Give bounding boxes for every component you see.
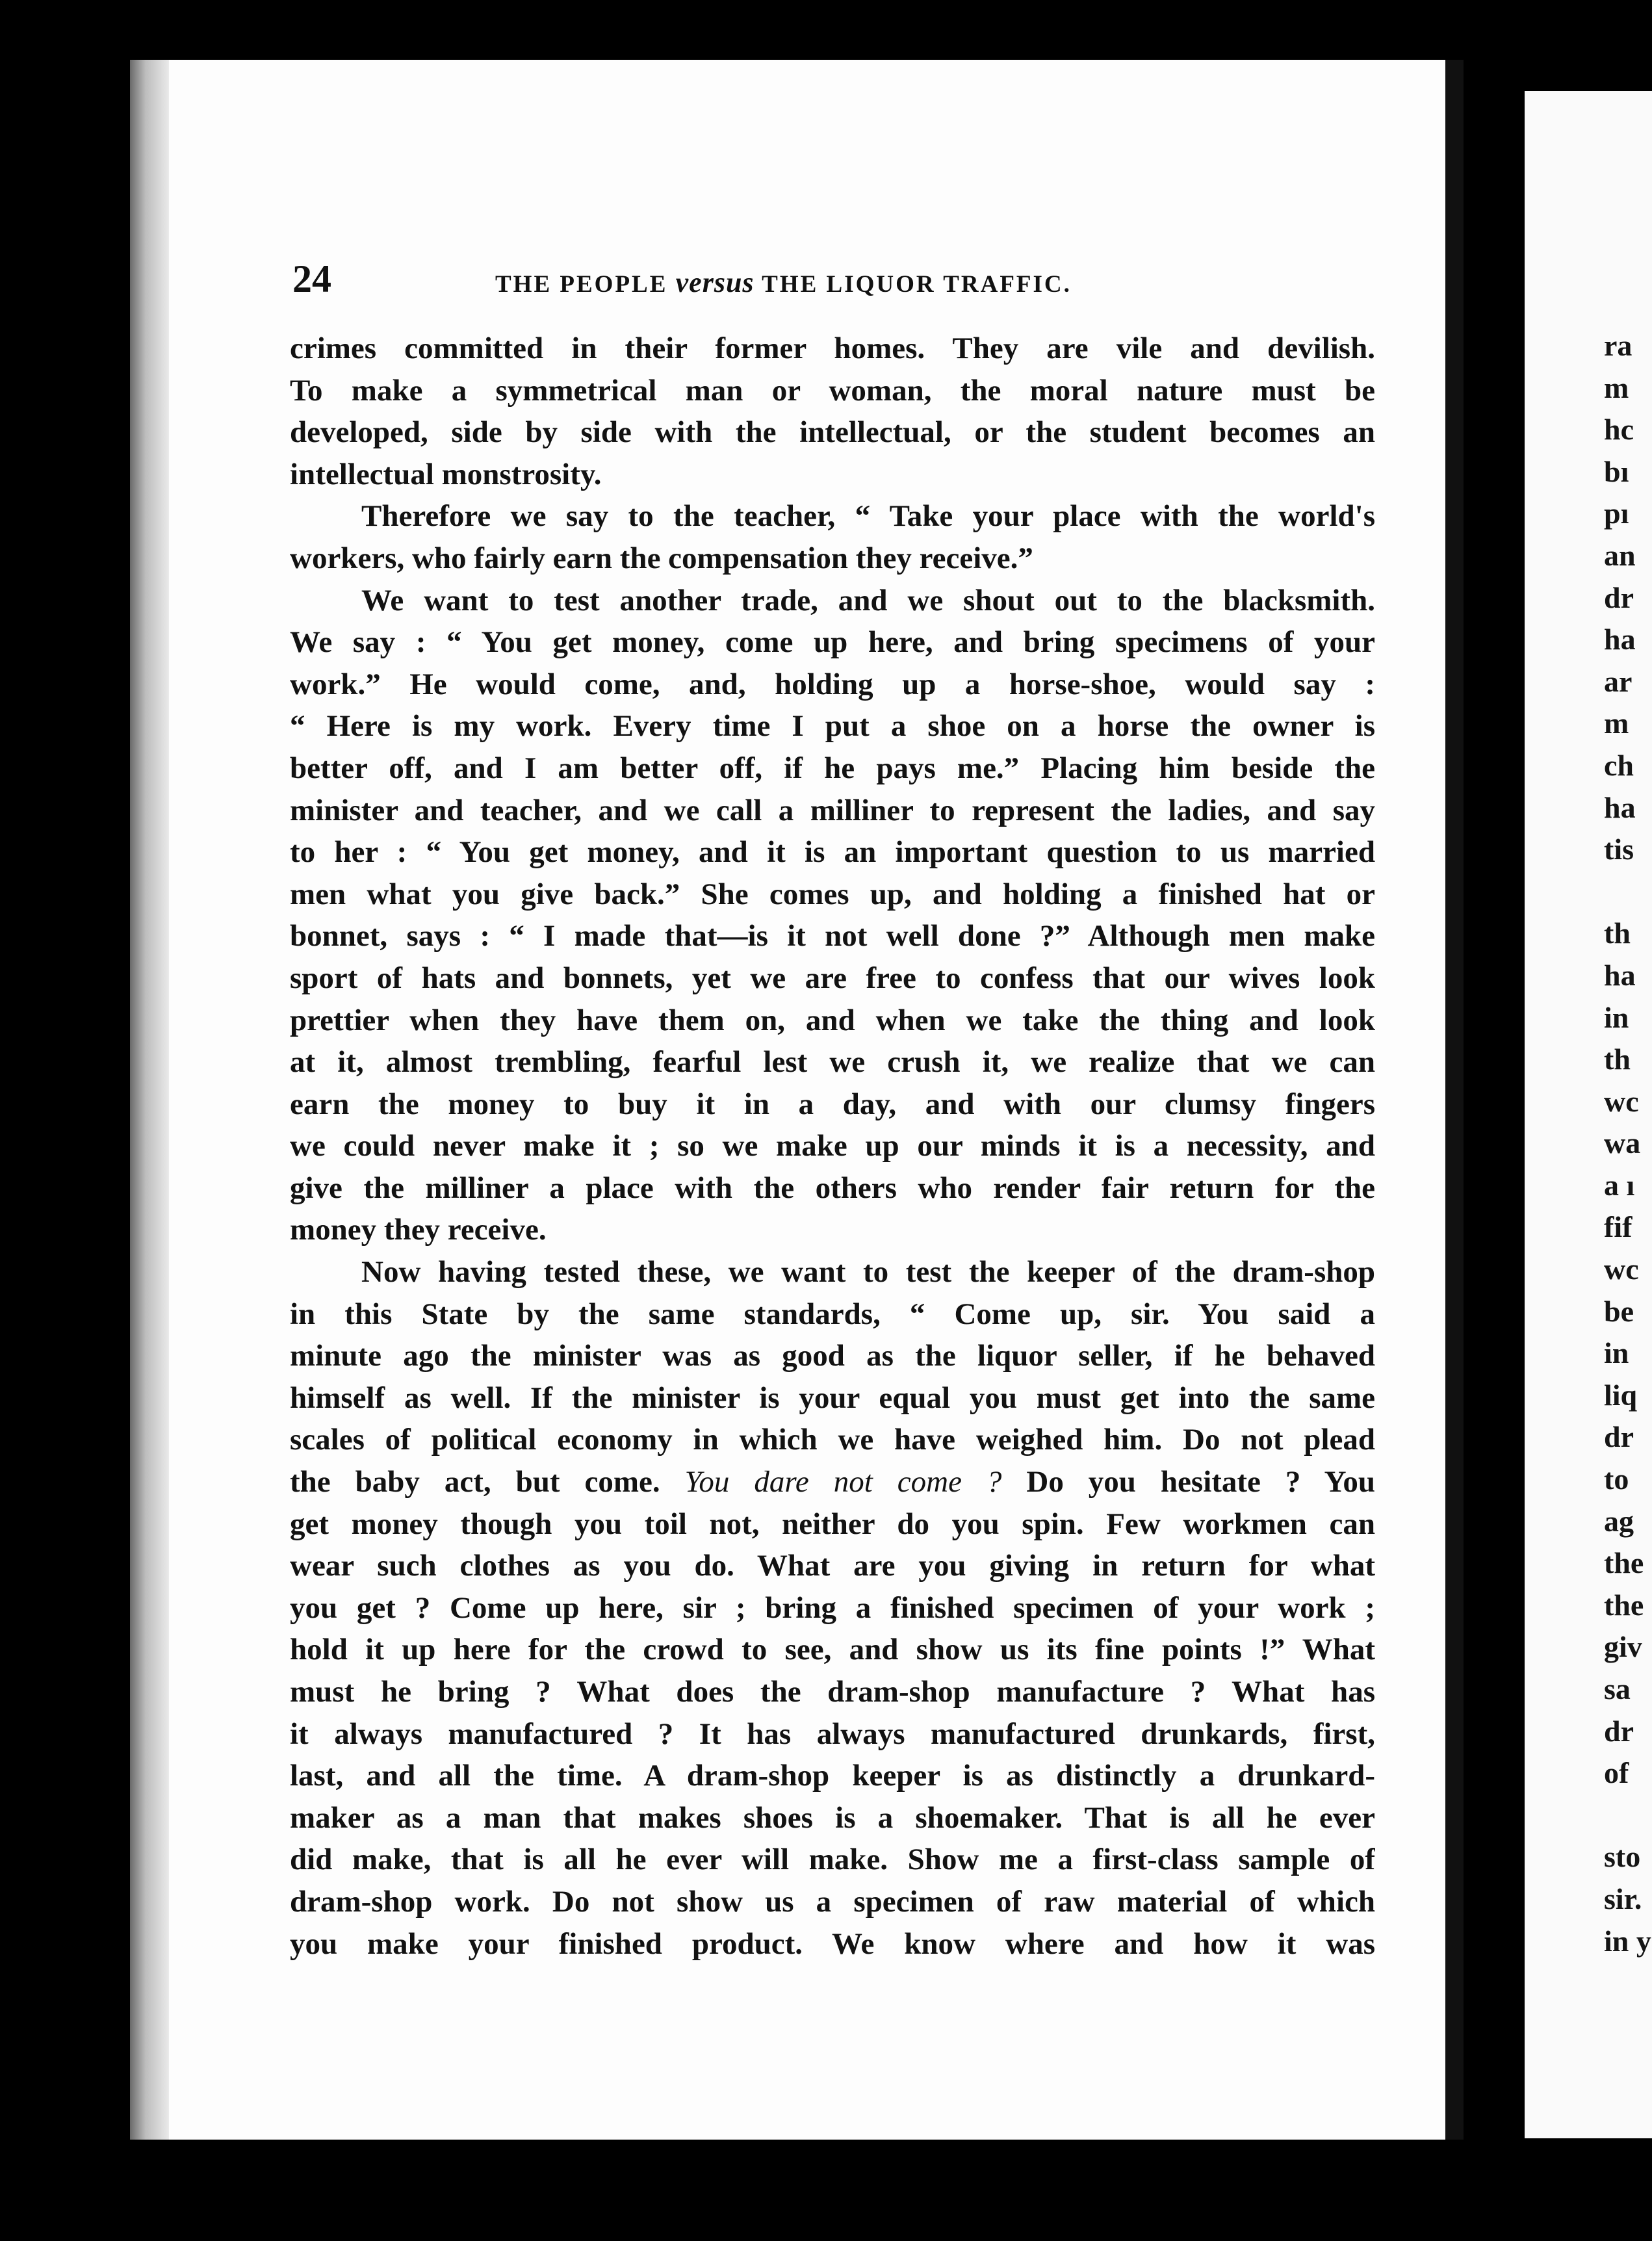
text-line: scales of political economy in which we have weighed him. Do not plead — [290, 1423, 1375, 1457]
facing-page-fragment: in — [1604, 1000, 1629, 1034]
facing-page-fragment: ra — [1604, 329, 1633, 362]
text-line: developed, side by side with the intellectual, or the student becomes an — [290, 415, 1375, 450]
facing-page-fragment: th — [1604, 916, 1631, 950]
text-line: crimes committed in their former homes. They are vile and devilish. — [290, 331, 1375, 365]
running-title-suffix: THE LIQUOR TRAFFIC. — [762, 271, 1072, 298]
text-line: wear such clothes as you do. What are you giving in return for what — [290, 1549, 1375, 1583]
facing-page-fragment: ha — [1604, 790, 1636, 824]
facing-page-fragment: of — [1604, 1756, 1629, 1790]
page-number: 24 — [292, 257, 331, 300]
text-line: at it, almost trembling, fearful lest we crush it, we realize that we can — [290, 1045, 1375, 1080]
text-line: To make a symmetrical man or woman, the moral nature must be — [290, 373, 1375, 408]
facing-page-fragment: sir. — [1604, 1882, 1642, 1915]
facing-page-fragment: ch — [1604, 748, 1634, 782]
text-line: we could never make it ; so we make up our minds it is a necessity, and — [290, 1129, 1375, 1163]
text-line: minister and teacher, and we call a milliner to represent the ladies, and say — [290, 793, 1375, 827]
text-line: last, and all the time. A dram-shop keeper is as distinctly a drunkard- — [290, 1759, 1375, 1793]
text-line: give the milliner a place with the others who render fair return for the — [290, 1171, 1375, 1205]
facing-page-fragment — [1604, 871, 1652, 913]
facing-page-fragment: dr — [1604, 580, 1634, 614]
facing-page-fragment: wc — [1604, 1252, 1639, 1286]
facing-page-fragment — [1604, 1794, 1652, 1837]
facing-page-fragment: the — [1604, 1546, 1644, 1580]
text-line: hold it up here for the crowd to see, and show us its fine points !” What — [290, 1633, 1375, 1667]
text-line: himself as well. If the minister is your equal you must get into the same — [290, 1380, 1375, 1415]
facing-page-fragment: liq — [1604, 1378, 1638, 1412]
text-line: you make your finished product. We know where and how it was — [290, 1926, 1375, 1961]
facing-page-fragment: dr — [1604, 1714, 1634, 1748]
facing-page-fragment: the — [1604, 1588, 1644, 1622]
facing-page-text — [1604, 325, 1652, 1962]
facing-page-fragment: ha — [1604, 958, 1636, 992]
italic-phrase: You dare not come ? — [684, 1465, 1002, 1499]
facing-page-fragment: ha — [1604, 623, 1636, 656]
running-head — [292, 257, 1410, 302]
text-line: money they receive. — [290, 1213, 547, 1247]
text-line: We want to test another trade, and we shout out to the blacksmith. — [361, 583, 1375, 617]
text-line: work.” He would come, and, holding up a horse-shoe, would say : — [290, 667, 1375, 701]
text-line: bonnet, says : “ I made that—is it not well done ?” Although men make — [290, 919, 1375, 953]
facing-page-fragment: m — [1604, 370, 1629, 404]
text-line: minute ago the minister was as good as the liquor seller, if he behaved — [290, 1339, 1375, 1373]
text-line: get money though you toil not, neither do you spin. Few workmen can — [290, 1507, 1375, 1541]
facing-page-fragment: th — [1604, 1043, 1631, 1076]
text-line: Now having tested these, we want to test the keeper of the dram-shop — [361, 1255, 1375, 1289]
facing-page-fragment: in — [1604, 1336, 1629, 1370]
facing-page-fragment: fif — [1604, 1210, 1633, 1244]
facing-page-fragment: to — [1604, 1462, 1629, 1496]
facing-page-fragment: an — [1604, 538, 1636, 572]
text-line: We say : “ You get money, come up here, and bring specimens of your — [290, 625, 1375, 660]
facing-page-fragment: m — [1604, 706, 1629, 740]
text-line: in this State by the same standards, “ Come up, sir. You said a — [290, 1297, 1375, 1331]
facing-page-fragment: hc — [1604, 413, 1634, 447]
text-line-segment: Do you hesitate ? You — [1026, 1465, 1375, 1499]
facing-page-fragment: wa — [1604, 1126, 1641, 1160]
text-line: sport of hats and bonnets, yet we are free to confess that our wives look — [290, 961, 1375, 995]
text-line: must he bring ? What does the dram-shop manufacture ? What has — [290, 1675, 1375, 1709]
text-line: dram-shop work. Do not show us a specimen of raw material of which — [290, 1884, 1375, 1919]
text-line: maker as a man that makes shoes is a shoemaker. That is all he ever — [290, 1800, 1375, 1835]
text-line: you get ? Come up here, sir ; bring a finished specimen of your work ; — [290, 1590, 1375, 1625]
facing-page-fragment: a ı — [1604, 1168, 1635, 1202]
running-title-italic: versus — [675, 266, 755, 298]
text-line: workers, who fairly earn the compensation they receive.” — [290, 541, 1033, 575]
text-line: men what you give back.” She comes up, and holding a finished hat or — [290, 877, 1375, 911]
facing-page-fragment: wc — [1604, 1084, 1639, 1118]
facing-page-fragment: ag — [1604, 1504, 1634, 1538]
text-line: to her : “ You get money, and it is an important question to us married — [290, 835, 1375, 870]
text-line: Therefore we say to the teacher, “ Take your place with the world's — [361, 499, 1375, 534]
facing-page-fragment: dr — [1604, 1420, 1634, 1454]
text-line: it always manufactured ? It has always manufactured drunkards, first, — [290, 1716, 1375, 1751]
running-title — [495, 266, 1072, 299]
facing-page-fragment: pı — [1604, 497, 1629, 530]
text-line: earn the money to buy it in a day, and with our clumsy fingers — [290, 1087, 1375, 1121]
text-line-baby-act — [290, 1461, 1375, 1503]
facing-page-fragment: sa — [1604, 1672, 1631, 1705]
text-line: “ Here is my work. Every time I put a shoe on a horse the owner is — [290, 709, 1375, 744]
page-right-edge — [1445, 60, 1464, 2140]
facing-page-fragment: be — [1604, 1294, 1634, 1328]
facing-page-fragment: bı — [1604, 454, 1629, 488]
text-line: did make, that is all he ever will make. Show me a first-class sample of — [290, 1843, 1375, 1877]
text-line: intellectual monstrosity. — [290, 457, 602, 491]
text-line-segment: the baby act, but come. — [290, 1465, 660, 1499]
text-line: better off, and I am better off, if he pays me.” Placing him beside the — [290, 751, 1375, 785]
text-line: prettier when they have them on, and when we take the thing and look — [290, 1003, 1375, 1037]
facing-page-fragment: tis — [1604, 833, 1634, 866]
facing-page-fragment: sto — [1604, 1840, 1641, 1874]
facing-page-fragment: in y — [1604, 1924, 1651, 1958]
body-text — [290, 328, 1375, 1965]
facing-page-fragment: ar — [1604, 664, 1633, 698]
running-title-prefix: THE PEOPLE — [495, 271, 668, 298]
page-binding-edge — [130, 60, 169, 2140]
facing-page-fragment: giv — [1604, 1630, 1642, 1664]
